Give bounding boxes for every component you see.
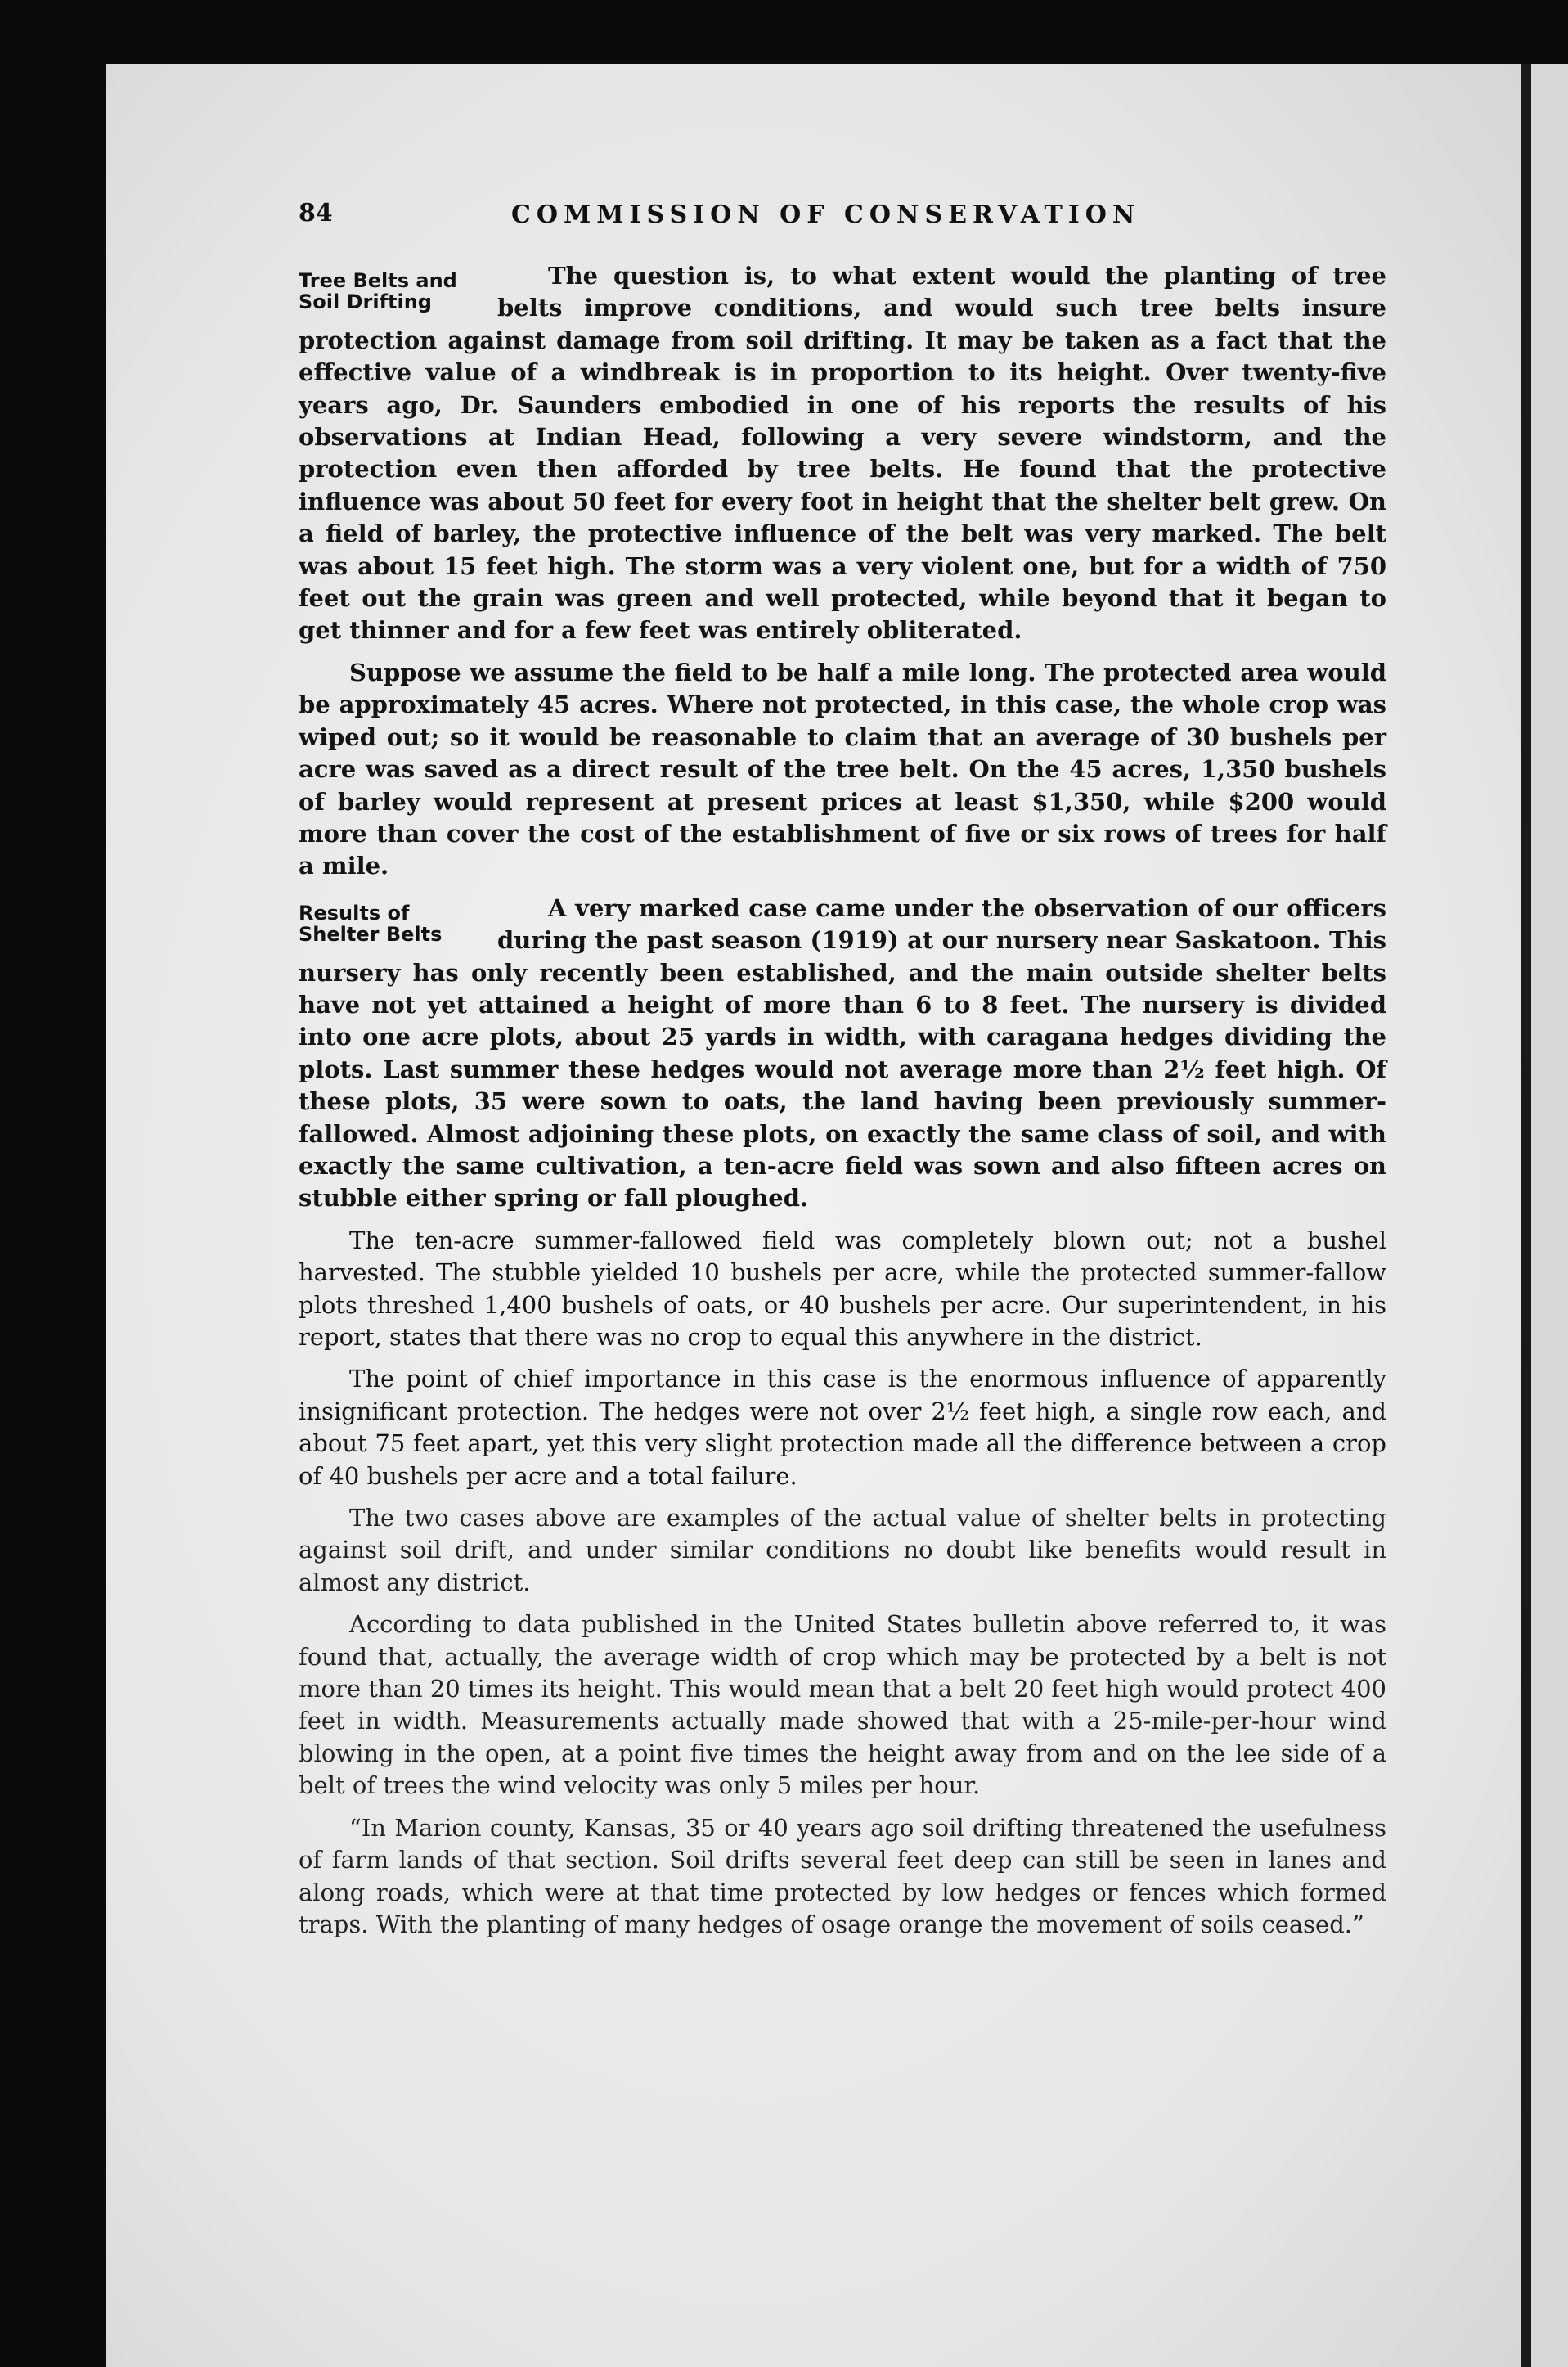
page-header [299,199,1239,232]
body-text [299,260,1386,1951]
running-head: COMMISSION OF CONSERVATION [511,200,1141,229]
paragraph [299,1502,1386,1599]
adjacent-page-edge [1531,64,1568,2367]
paragraph-text: The point of chief importance in this case is the enormous influence of apparently insignificant protection. The hedges were not over 2½ feet high, a single row each, and about 75 feet apart, yet this very slight protection made all the difference between a crop of 40 bushels per acre and a total failure. [299,1365,1386,1490]
page-number: 84 [299,199,333,227]
paragraph [299,1609,1386,1802]
sidenote-line: Results of [299,901,410,925]
paragraph-text: The two cases above are examples of the actual value of shelter belts in protecting against soil drift, and under similar conditions no doubt like benefits would result in almost any district. [299,1504,1386,1596]
paragraph [299,893,1386,1215]
paragraph [299,260,1386,647]
sidenote-tree-belts [299,270,483,313]
paragraph [299,1812,1386,1942]
page-gutter [1521,64,1531,2367]
paragraph [299,1225,1386,1354]
paragraph [299,1363,1386,1492]
sidenote-line: Soil Drifting [299,290,432,313]
sidenote-results [299,902,483,945]
paragraph [299,657,1386,883]
paragraph-text: The question is, to what extent would the planting of tree belts improve conditions, and would such tree belts insure protection against damage from soil drifting. It may be taken as a fact that the effective value of a windbreak is in proportion to its height. Over twenty-five years ago, Dr. Saunders embodied in one of his reports the results of his observations at Indian Head, following a very severe windstorm, and the protection even then afforded by tree belts. He found that the protective influence was about 50 feet for every foot in height that the shelter belt grew. On a field of barley, the protective influence of the belt was very marked. The belt was about 15 feet high. The storm was a very violent one, but for a width of 750 feet out the grain was green and well protected, while beyond that it began to get thinner and for a few feet was entirely obliterated. [299,262,1386,645]
paragraph-text: “In Marion county, Kansas, 35 or 40 years ago soil drifting threatened the usefulness of farm lands of that section. Soil drifts several feet deep can still be seen in lanes and along roads, which were at that time protected by low hedges or fences which formed traps. With the planting of many hedges of osage orange the movement of soils ceased.” [299,1813,1386,1938]
paragraph-text: Suppose we assume the field to be half a mile long. The protected area would be approximately 45 acres. Where not protected, in this case, the whole crop was wiped out; so it would be reasonable to claim that an average of 30 bushels per acre was saved as a direct result of the tree belt. On the 45 acres, 1,350 bushels of barley would represent at present prices at least $1,350, while $200 would more than cover the cost of the establishment of five or six rows of trees for half a mile. [299,658,1386,880]
sidenote-line: Tree Belts and [299,269,457,292]
paragraph-text: A very marked case came under the observation of our officers during the past season (1919) at our nursery near Saskatoon. This nursery has only recently been established, and the main outside shelter belts have not yet attained a height of more than 6 to 8 feet. The nursery is divided into one acre plots, about 25 yards in width, with caragana hedges dividing the plots. Last summer these hedges would not average more than 2½ feet high. Of these plots, 35 were sown to oats, the land having been previously summer-fallowed. Almost adjoining these plots, on exactly the same class of soil, and with exactly the same cultivation, a ten-acre field was sown and also fifteen acres on stubble either spring or fall ploughed. [299,893,1386,1213]
paragraph-text: The ten-acre summer-fallowed field was completely blown out; not a bushel harvested. The stubble yielded 10 bushels per acre, while the protected summer-fallow plots threshed 1,400 bushels of oats, or 40 bushels per acre. Our superintendent, in his report, states that there was no crop to equal this anywhere in the district. [299,1226,1386,1351]
sidenote-line: Shelter Belts [299,922,443,946]
paragraph-text: According to data published in the United States bulletin above referred to, it was found that, actually, the average width of crop which may be protected by a belt is not more than 20 times its height. This would mean that a belt 20 feet high would protect 400 feet in width. Measurements actually made showed that with a 25-mile-per-hour wind blowing in the open, at a point five times the height away from and on the lee side of a belt of trees the wind velocity was only 5 miles per hour. [299,1610,1386,1800]
